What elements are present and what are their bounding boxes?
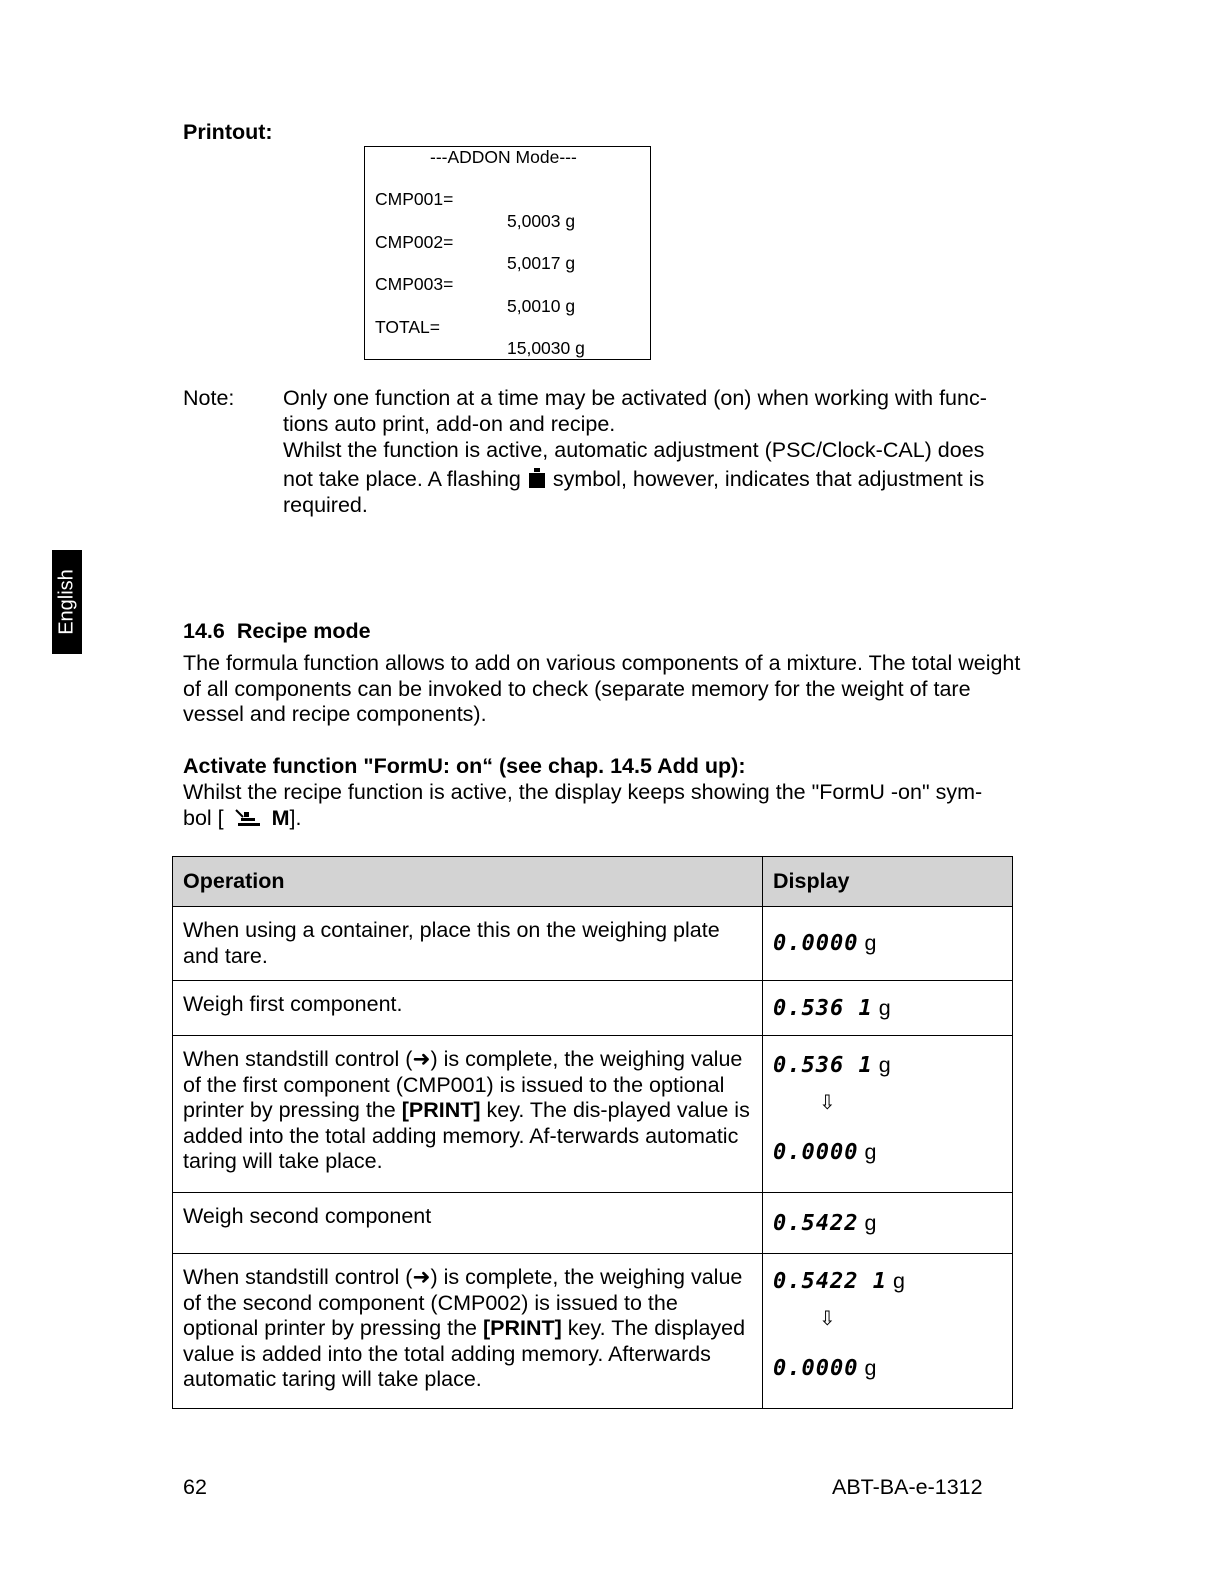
display-unit: g [864, 1140, 877, 1164]
printout-entry-name: CMP002= [375, 232, 454, 252]
paragraph-text: bol [ [183, 806, 224, 830]
display-value: 0.0000 [773, 931, 859, 956]
printout-label: Printout: [183, 120, 273, 144]
section-heading [183, 619, 371, 645]
note-text: symbol, however, indicates that adjustment is [552, 467, 985, 491]
display-cell [763, 1036, 1013, 1193]
display-value: 0.536 1 [773, 996, 873, 1021]
note-line [283, 467, 1023, 493]
formu-symbol-icon [234, 809, 262, 827]
note-text: not take place. A flashing [283, 467, 521, 491]
paragraph-text: ]. [289, 806, 302, 830]
display-cell [763, 981, 1013, 1036]
printout-entry-value: 15,0030 g [507, 338, 585, 358]
printout-box [364, 146, 651, 360]
note-line: required. [283, 493, 368, 517]
operation-text: ) is complete, the weighing value of the first component (CMP001) is issued to the optional printer by pressing the [183, 1047, 743, 1122]
printout-entry-value: 5,0017 g [507, 253, 576, 273]
operation-text: key. The displayed value is added into the total adding memory. Afterwards automatic taring will take place. [183, 1316, 746, 1391]
language-tab-label: English [55, 569, 78, 635]
document-id: ABT-BA-e-1312 [832, 1475, 983, 1499]
down-arrow-icon: ⇩ [819, 1307, 836, 1330]
header-display: Display [763, 857, 1013, 907]
display-value: 0.0000 [773, 1356, 859, 1381]
display-unit: g [892, 1269, 905, 1293]
standstill-arrow-icon: ➜ [412, 1265, 431, 1289]
operation-text: When standstill control ( [183, 1047, 413, 1071]
display-unit: g [864, 1356, 877, 1380]
display-unit: g [864, 1211, 877, 1235]
display-cell [763, 907, 1013, 981]
printout-header: ---ADDON Mode--- [430, 147, 577, 167]
subheading: Activate function "FormU: on“ (see chap. 14.5 Add up): [183, 754, 746, 778]
down-arrow-icon: ⇩ [819, 1091, 836, 1114]
operation-text: When standstill control ( [183, 1265, 413, 1289]
operation-cell [173, 1254, 763, 1409]
display-cell [763, 1193, 1013, 1254]
table-row [173, 1036, 1013, 1193]
section-title: Recipe mode [236, 619, 371, 643]
display-value: 0.5422 1 [773, 1269, 887, 1294]
page-number: 62 [183, 1475, 207, 1499]
display-value: 0.5422 [773, 1211, 859, 1236]
standstill-arrow-icon: ➜ [412, 1047, 431, 1071]
table-row [173, 1193, 1013, 1254]
printout-entry-name: CMP003= [375, 274, 454, 294]
operation-table [172, 856, 1013, 1409]
adjustment-weight-icon [529, 468, 545, 488]
note-line: Only one function at a time may be activated (on) when working with func- [283, 386, 987, 410]
section-number: 14.6 [183, 619, 225, 643]
display-value: 0.536 1 [773, 1053, 873, 1078]
operation-cell [173, 1036, 763, 1193]
operation-text: ) is complete, the weighing value of the second component (CMP002) is issued to the optional printer by pressing the [183, 1265, 743, 1340]
note-line: tions auto print, add-on and recipe. [283, 412, 616, 436]
table-row [173, 981, 1013, 1036]
paragraph-line [183, 806, 301, 832]
print-key-label: [PRINT] [401, 1098, 481, 1122]
printout-entry-name: CMP001= [375, 189, 454, 209]
paragraph-line: Whilst the recipe function is active, the display keeps showing the "FormU -on" sym- [183, 780, 983, 804]
display-value: 0.0000 [773, 1140, 859, 1165]
operation-text: key. The dis-played value is added into the total adding memory. Af-terwards automatic taring will take place. [183, 1098, 750, 1173]
section-paragraph: The formula function allows to add on various components of a mixture. The total weight of all components can be invoked to check (separate memory for the weight of tare vessel and recipe components). [183, 651, 1021, 726]
table-row [173, 1254, 1013, 1409]
header-operation: Operation [173, 857, 763, 907]
printout-entry-value: 5,0010 g [507, 296, 576, 316]
display-unit: g [878, 1053, 891, 1077]
display-cell [763, 1254, 1013, 1409]
display-unit: g [864, 931, 877, 955]
operation-cell: Weigh second component [173, 1193, 763, 1254]
operation-cell: When using a container, place this on the weighing plate and tare. [173, 907, 763, 981]
note-line: Whilst the function is active, automatic adjustment (PSC/Clock-CAL) does [283, 438, 985, 462]
table-row [173, 907, 1013, 981]
operation-cell: Weigh first component. [173, 981, 763, 1036]
display-unit: g [878, 996, 891, 1020]
language-tab [52, 550, 82, 654]
formu-m-label: M [271, 806, 290, 830]
print-key-label: [PRINT] [482, 1316, 562, 1340]
printout-entry-name: TOTAL= [375, 317, 441, 337]
printout-entry-value: 5,0003 g [507, 211, 576, 231]
note-label: Note: [183, 386, 235, 410]
table-header-row [173, 857, 1013, 907]
